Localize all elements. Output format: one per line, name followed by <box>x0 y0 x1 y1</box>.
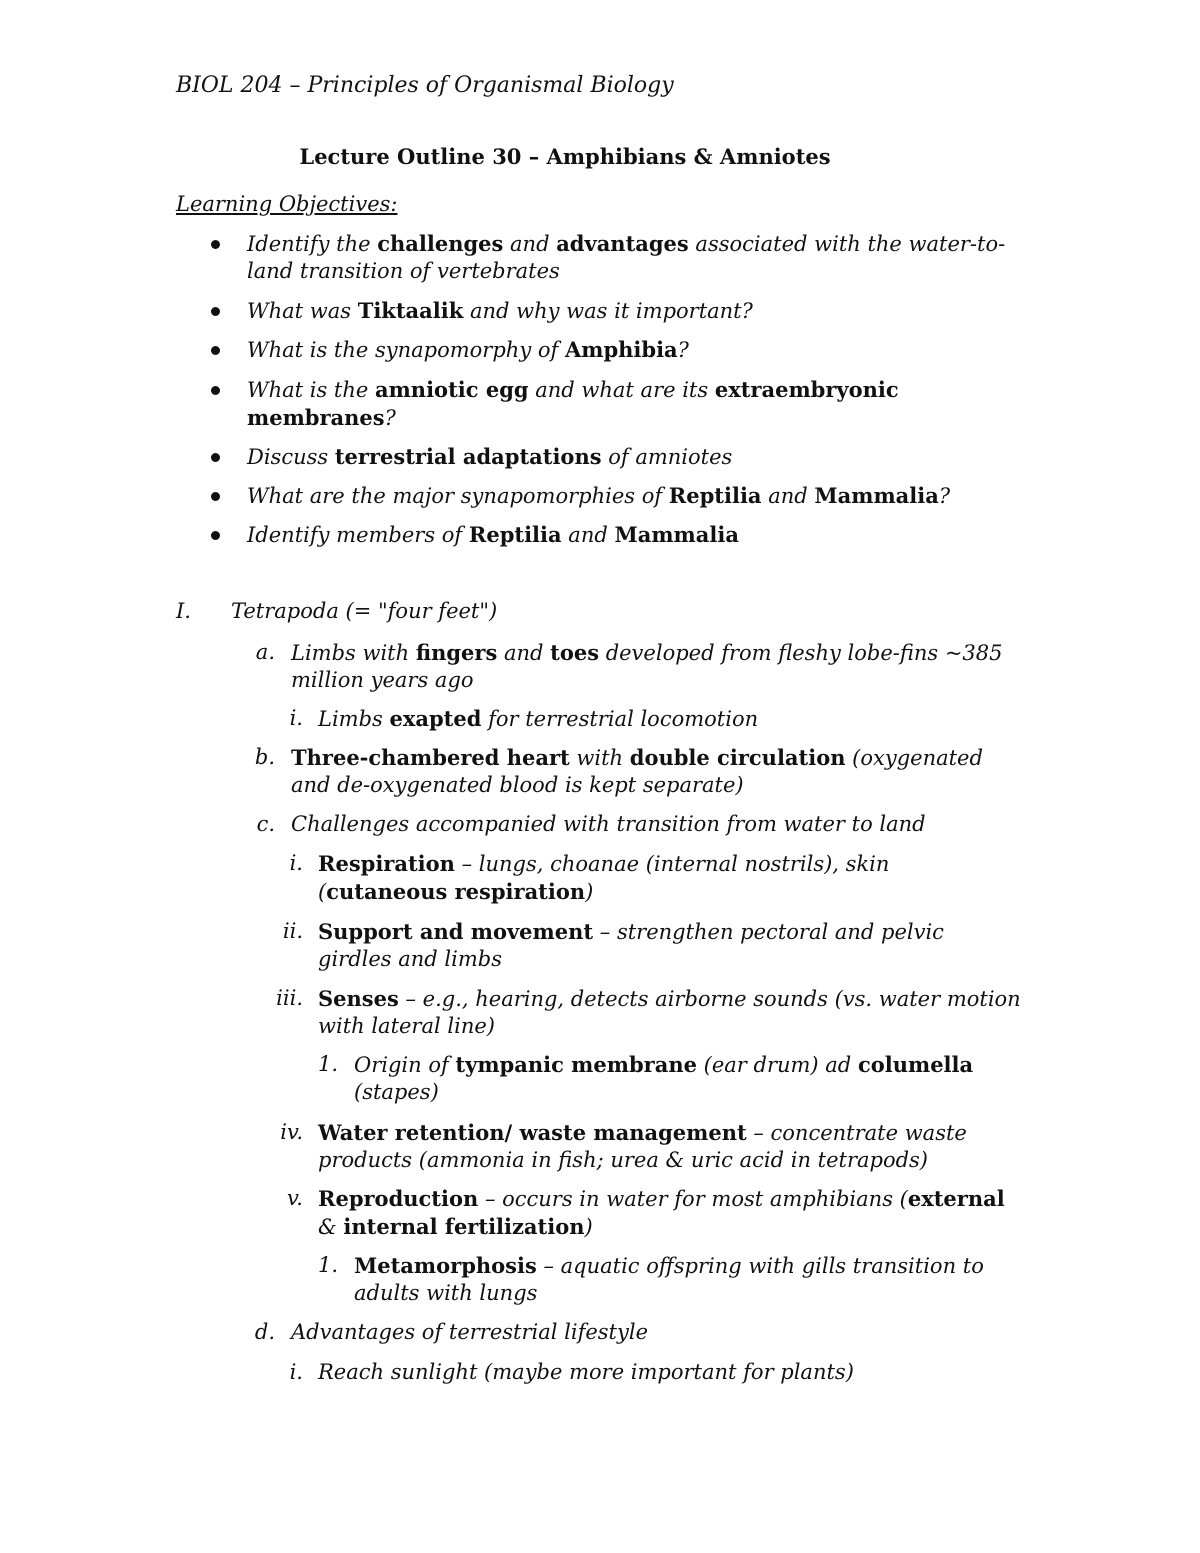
outline-line <box>291 639 1003 667</box>
outline-line <box>291 811 926 838</box>
objectives-heading: Learning Objectives: <box>176 192 398 216</box>
lecture-title: Lecture Outline 30 – Amphibians & Amniotes <box>299 144 831 169</box>
text-segment: and what are its <box>528 378 715 402</box>
bold-term: fingers <box>415 640 498 665</box>
text-segment: (ear drum) ad <box>696 1053 858 1077</box>
outline-marker: I. <box>176 599 191 623</box>
bullet-icon <box>211 531 220 540</box>
text-segment: What are the major synapomorphies of <box>247 484 669 508</box>
bullet-icon <box>211 453 220 462</box>
outline-line <box>318 946 502 973</box>
text-segment: with lateral line) <box>318 1014 495 1038</box>
bold-term: Mammalia <box>614 522 739 547</box>
text-segment: – aquatic offspring with gills transition to <box>536 1254 984 1278</box>
outline-line <box>354 1280 537 1307</box>
bold-term: amniotic egg <box>374 377 529 402</box>
bold-term: Amphibia <box>564 337 678 362</box>
objective-line <box>247 482 950 510</box>
bold-term: columella <box>857 1052 974 1077</box>
outline-line <box>318 850 889 878</box>
outline-line <box>354 1079 439 1106</box>
outline-line <box>318 1119 967 1147</box>
text-segment: ) <box>585 880 594 904</box>
bold-term: Support and movement <box>318 919 594 944</box>
text-segment: What is the <box>247 378 375 402</box>
bold-term: cutaneous respiration <box>326 879 586 904</box>
objective-line <box>247 258 560 285</box>
bullet-icon <box>211 386 220 395</box>
text-segment: What was <box>247 299 358 323</box>
outline-line <box>318 878 593 906</box>
outline-line <box>318 1013 495 1040</box>
outline-marker: d. <box>254 1320 275 1344</box>
bold-term: double circulation <box>629 745 846 770</box>
outline-line <box>318 1185 1005 1213</box>
text-segment: land transition of vertebrates <box>247 259 560 283</box>
outline-line <box>354 1051 973 1079</box>
text-segment: (oxygenated <box>845 746 983 770</box>
text-segment: – concentrate waste <box>746 1121 967 1145</box>
text-segment: and <box>561 523 615 547</box>
text-segment: adults with lungs <box>354 1281 538 1305</box>
text-segment: Advantages of terrestrial lifestyle <box>291 1320 648 1344</box>
bold-term: exapted <box>389 706 482 731</box>
text-segment: ? <box>938 484 951 508</box>
text-segment: ) <box>584 1215 593 1239</box>
outline-marker: 1. <box>317 1253 338 1277</box>
text-segment: and why was it important? <box>463 299 753 323</box>
text-segment: – lungs, choanae (internal nostrils), skin <box>454 852 890 876</box>
bullet-icon <box>211 240 220 249</box>
text-segment: girdles and limbs <box>318 947 502 971</box>
bold-term: internal fertilization <box>343 1214 585 1239</box>
text-segment: – strengthen pectoral and pelvic <box>593 920 944 944</box>
text-segment: for terrestrial locomotion <box>481 707 759 731</box>
objective-line <box>247 521 739 549</box>
bold-term: extraembryonic <box>714 377 899 402</box>
text-segment: developed from fleshy lobe-fins ~385 <box>599 641 1003 665</box>
text-segment: Tetrapoda (= "four feet") <box>231 599 498 623</box>
text-segment: Reach sunlight (maybe more important for plants) <box>318 1360 854 1384</box>
objective-line <box>247 376 899 404</box>
bold-term: Senses <box>318 986 399 1011</box>
bold-term: Mammalia <box>814 483 939 508</box>
outline-line <box>318 985 1021 1013</box>
outline-marker: iii. <box>276 986 303 1010</box>
outline-line <box>318 1147 928 1174</box>
outline-line <box>318 918 944 946</box>
outline-line <box>291 667 474 694</box>
outline-marker: b. <box>254 745 275 769</box>
text-segment: – occurs in water for most amphibians ( <box>478 1187 908 1211</box>
outline-marker: v. <box>286 1186 303 1210</box>
bold-term: advantages <box>556 231 689 256</box>
text-segment: products (ammonia in fish; urea & uric acid in tetrapods) <box>318 1148 929 1172</box>
text-segment: associated with the water-to- <box>688 232 1006 256</box>
text-segment: of amniotes <box>601 445 733 469</box>
bullet-icon <box>211 346 220 355</box>
text-segment: million years ago <box>291 668 474 692</box>
text-segment: and <box>497 641 551 665</box>
text-segment: ? <box>677 338 689 362</box>
objective-line <box>247 297 753 325</box>
bold-term: Reptilia <box>668 483 762 508</box>
outline-marker: c. <box>256 812 275 836</box>
text-segment: What is the synapomorphy of <box>247 338 565 362</box>
text-segment: Discuss <box>247 445 335 469</box>
bold-term: Tiktaalik <box>357 298 464 323</box>
text-segment: ? <box>384 406 396 430</box>
outline-line <box>318 1359 854 1386</box>
text-segment: Limbs with <box>291 641 416 665</box>
bold-term: Respiration <box>318 851 455 876</box>
bold-term: Three-chambered heart <box>291 745 570 770</box>
text-segment: ( <box>318 880 327 904</box>
text-segment: and <box>761 484 815 508</box>
bullet-icon <box>211 307 220 316</box>
outline-marker: a. <box>255 640 275 664</box>
outline-marker: ii. <box>282 919 303 943</box>
bullet-icon <box>211 492 220 501</box>
text-segment: with <box>569 746 630 770</box>
outline-marker: i. <box>289 706 303 730</box>
outline-line <box>231 598 497 625</box>
text-segment: Challenges accompanied with transition from water to land <box>291 812 926 836</box>
bold-term: Reproduction <box>318 1186 479 1211</box>
text-segment: & <box>318 1215 344 1239</box>
bold-term: Metamorphosis <box>354 1253 537 1278</box>
objective-line <box>247 404 396 432</box>
outline-line <box>318 705 758 733</box>
bold-term: terrestrial adaptations <box>334 444 602 469</box>
outline-marker: 1. <box>317 1052 338 1076</box>
bold-term: tympanic membrane <box>455 1052 697 1077</box>
bold-term: Reptilia <box>468 522 562 547</box>
objective-line <box>247 230 1005 258</box>
bold-term: external <box>907 1186 1005 1211</box>
text-segment: Identify the <box>247 232 378 256</box>
text-segment: – e.g., hearing, detects airborne sounds (vs. water motion <box>398 987 1021 1011</box>
outline-line <box>291 744 983 772</box>
objective-line <box>247 336 689 364</box>
text-segment: Limbs <box>318 707 390 731</box>
outline-line <box>354 1252 984 1280</box>
text-segment: Identify members of <box>247 523 469 547</box>
outline-marker: iv. <box>280 1120 303 1144</box>
bold-term: membranes <box>247 405 385 430</box>
text-segment: and de-oxygenated blood is kept separate) <box>291 773 744 797</box>
outline-marker: i. <box>289 851 303 875</box>
text-segment: and <box>503 232 557 256</box>
bold-term: Water retention/ waste management <box>318 1120 747 1145</box>
objective-line <box>247 443 732 471</box>
outline-line <box>291 1319 648 1346</box>
outline-marker: i. <box>289 1360 303 1384</box>
bold-term: toes <box>550 640 600 665</box>
course-header: BIOL 204 – Principles of Organismal Biology <box>176 73 674 98</box>
text-segment: (stapes) <box>354 1080 439 1104</box>
bold-term: challenges <box>377 231 504 256</box>
outline-line <box>291 772 744 799</box>
text-segment: Origin of <box>354 1053 456 1077</box>
outline-line <box>318 1213 593 1241</box>
